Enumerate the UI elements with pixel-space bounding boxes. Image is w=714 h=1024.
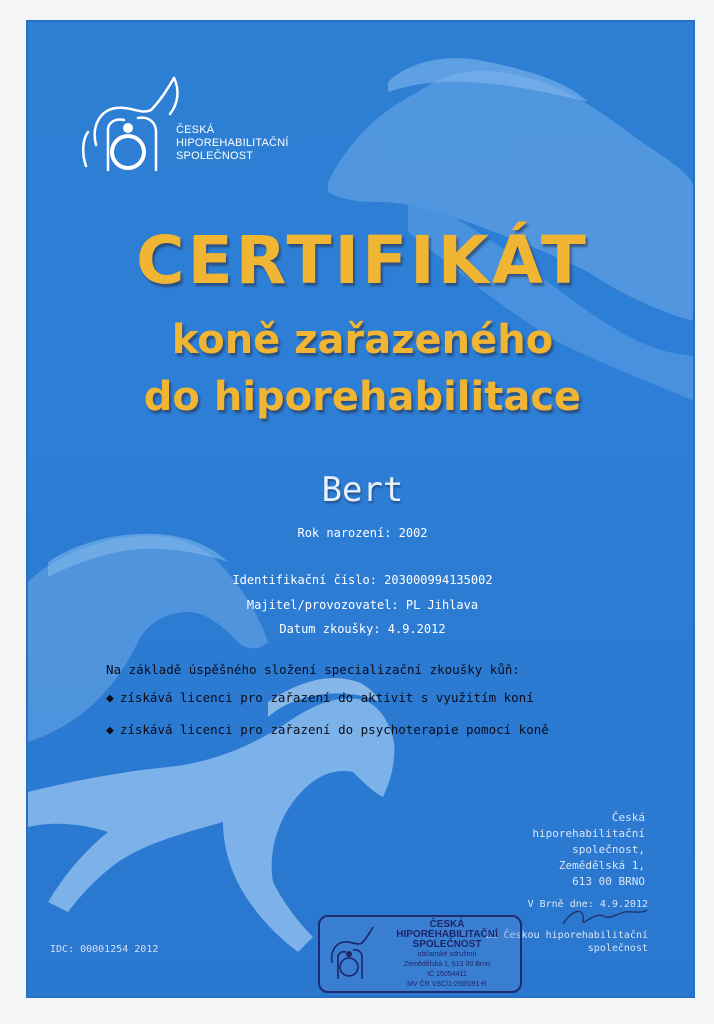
certificate-title: CERTIFIKÁT [136, 222, 589, 299]
stamp-line2: SPOLEČNOST [412, 939, 482, 950]
issuer-address [532, 810, 645, 890]
organization-logo [76, 70, 186, 180]
document-id: IDC: 00001254 2012 [50, 944, 159, 955]
stamp-text [378, 920, 516, 990]
stamp-line1: ČESKÁ HIPOREHABILITAČNÍ [396, 919, 498, 940]
license-item-text: získává licenci pro zařazení do aktivit s využitím koní [119, 690, 534, 705]
exam-date: Datum zkoušky: 4.9.2012 [279, 622, 446, 636]
issuer-line1: Česká [611, 811, 645, 824]
stamp-line5: IČ 15054411 [427, 971, 467, 978]
organization-name-line1: ČESKÁ [176, 124, 215, 136]
owner: Majitel/provozovatel: PL Jihlava [246, 598, 479, 612]
on-behalf-line1: Za Českou hiporehabilitační [485, 930, 648, 941]
issuer-line4: Zemědělská 1, [558, 859, 645, 872]
certificate-subtitle-line2: do hiporehabilitace [143, 374, 582, 420]
license-item [106, 690, 534, 706]
stamp-line4: Zemědělská 1, 613 00 Brno [404, 961, 490, 968]
stamp-logo-icon [324, 923, 376, 983]
license-item-text: získává licenci pro zařazení do psychoterapie pomocí koně [119, 722, 549, 737]
organization-name-line2: HIPOREHABILITAČNÍ [176, 137, 289, 149]
diamond-bullet-icon: ◆ [106, 723, 114, 738]
statement-basis: Na základě úspěšného složení specializační zkoušky kůň: [106, 662, 520, 677]
diamond-bullet-icon: ◆ [106, 691, 114, 706]
stamp-line3: občanské sdružení [417, 951, 477, 958]
identification-number: Identifikační číslo: 203000994135002 [232, 573, 493, 587]
place-and-date: V Brně dne: 4.9.2012 [527, 899, 648, 910]
on-behalf-line2: společnost [587, 943, 648, 954]
organization-name [176, 124, 289, 163]
organization-name-line3: SPOLEČNOST [176, 150, 254, 162]
certificate-subtitle-line1: koně zařazeného [171, 317, 554, 363]
certificate-sheet [26, 20, 695, 998]
issuer-line5: 613 00 BRNO [572, 875, 645, 888]
official-stamp [318, 915, 522, 993]
license-item [106, 722, 549, 738]
stamp-line6: MV ČR VSC/1-2565/91-R [407, 981, 487, 988]
horse-name: Bert [321, 470, 404, 510]
year-of-birth: Rok narození: 2002 [297, 526, 428, 540]
issuer-line3: společnost, [572, 843, 645, 856]
issuer-line2: hiporehabilitační [532, 827, 645, 840]
